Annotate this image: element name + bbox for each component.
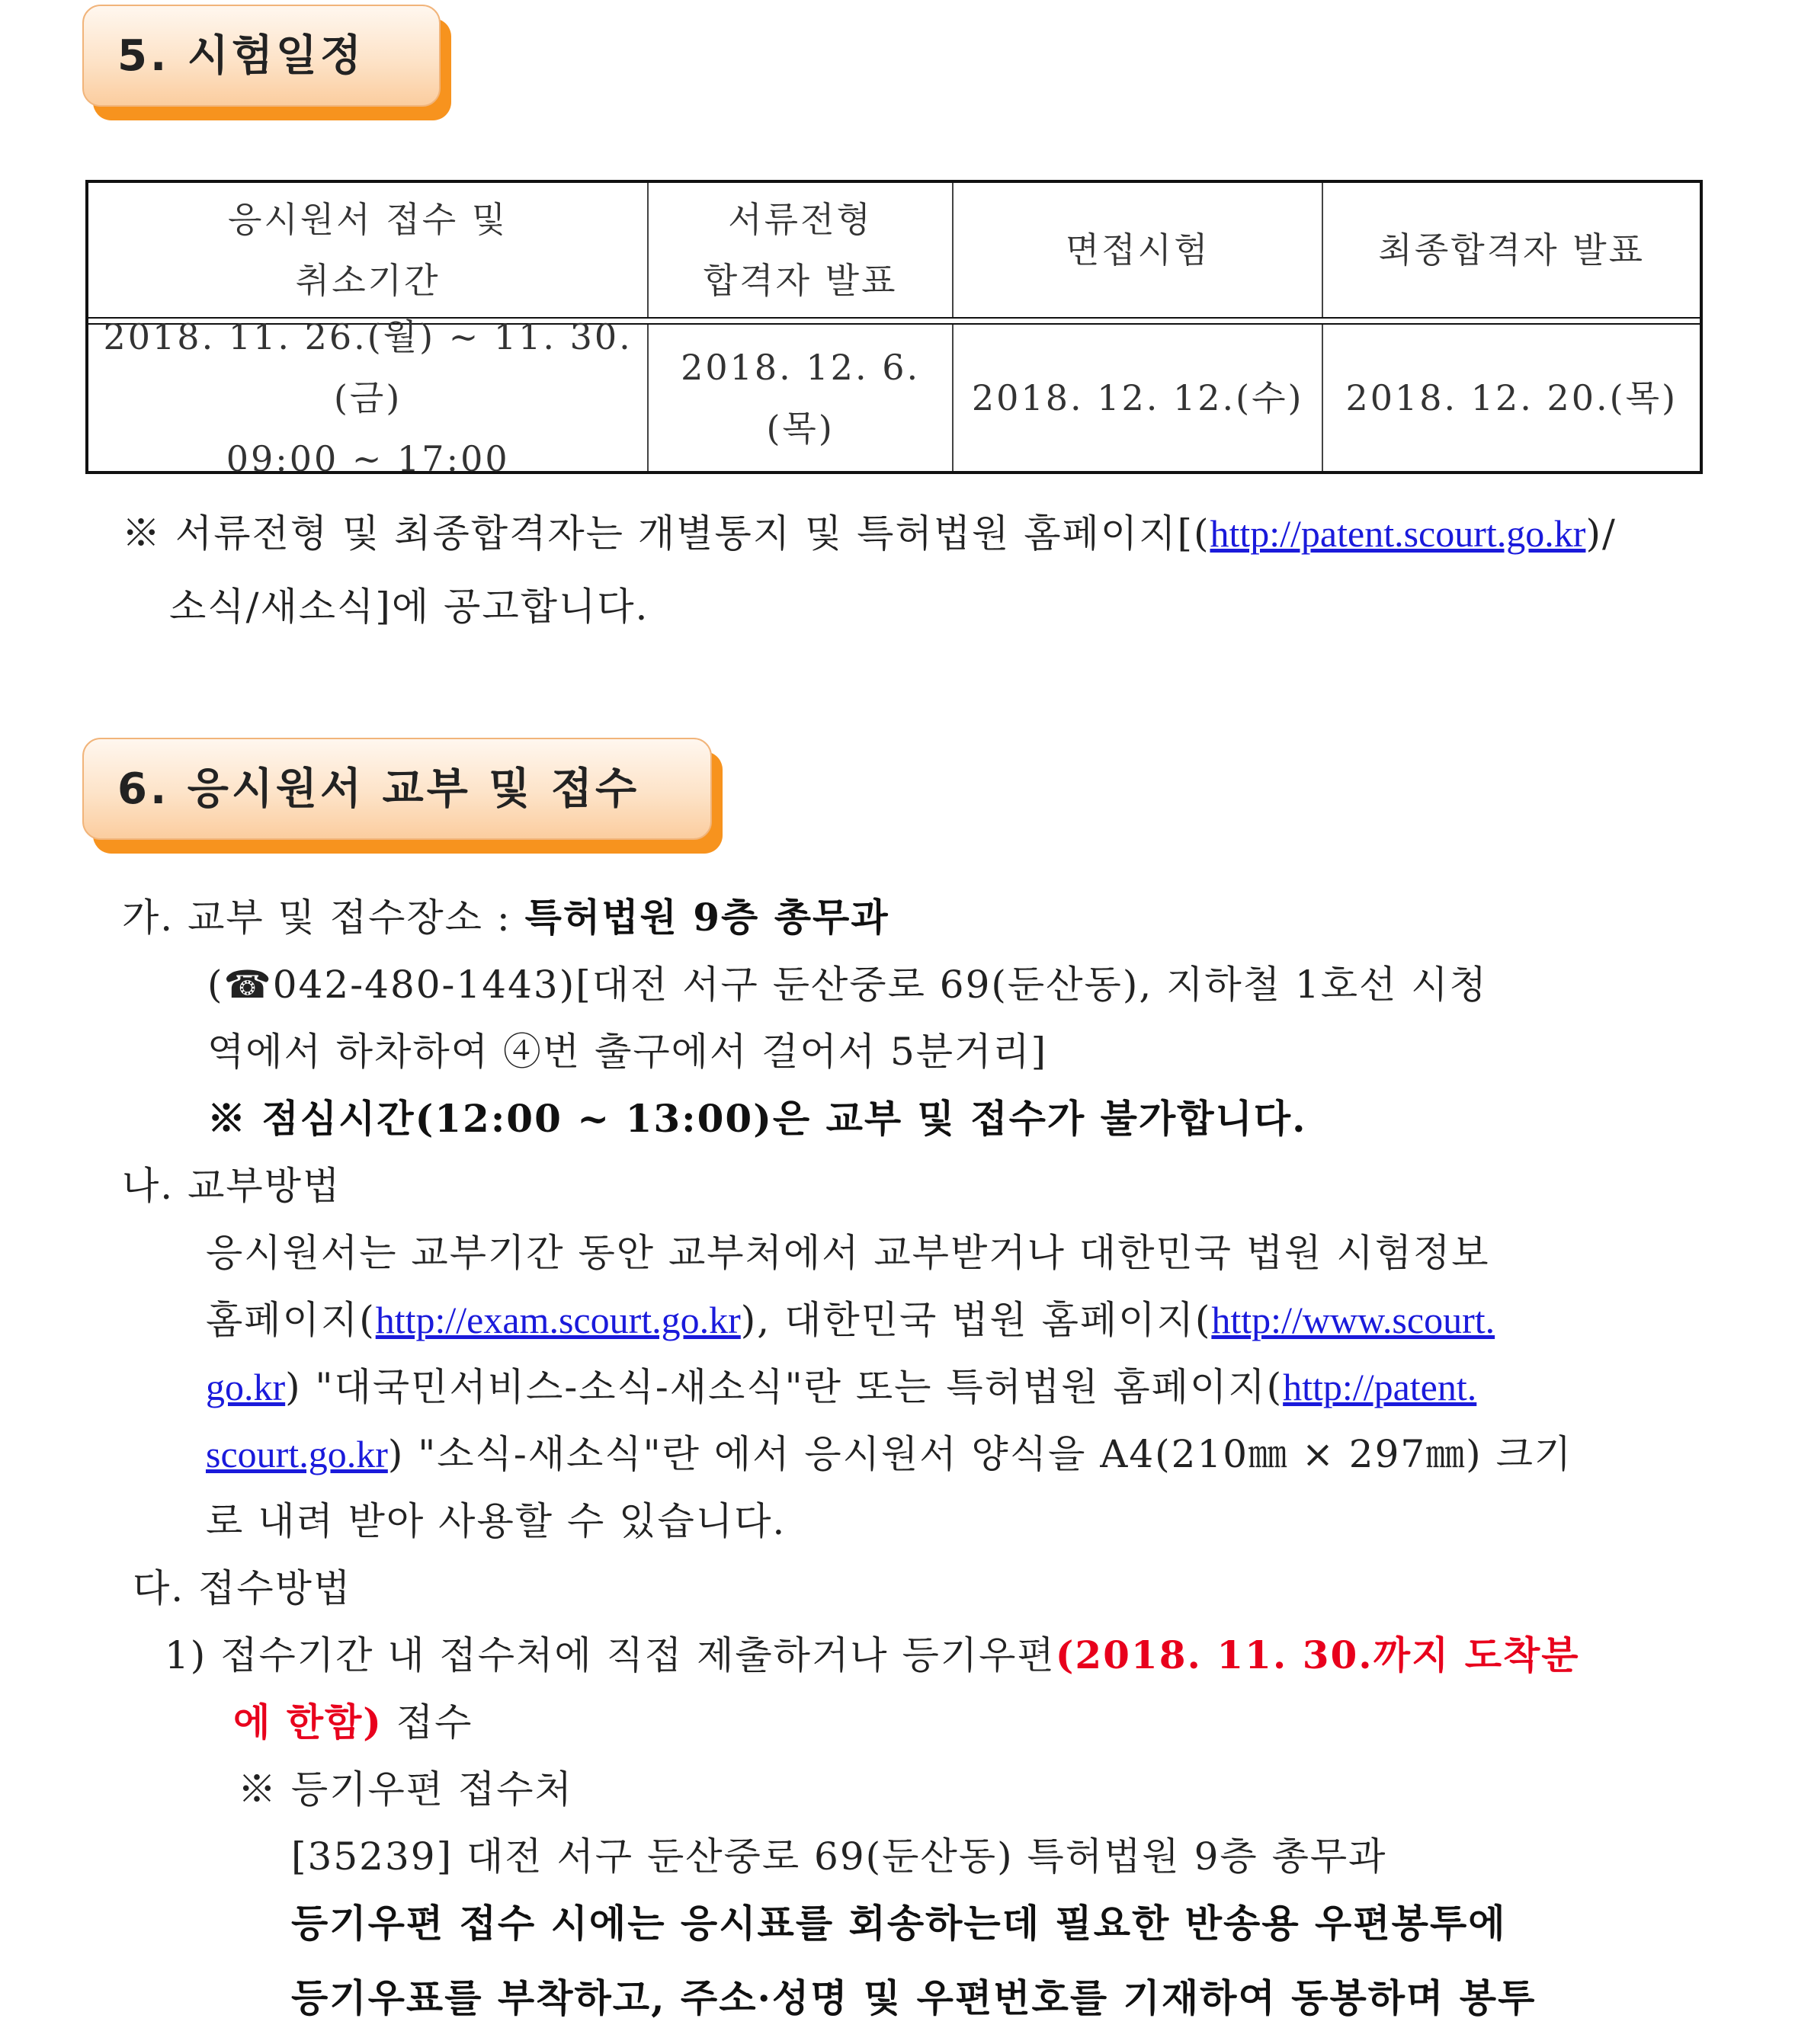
ga-place: 특허법원 9층 총무과	[524, 895, 889, 940]
da-item1-line2	[233, 1700, 473, 1745]
phone-icon: ☎	[223, 963, 273, 1007]
section-6-title: 6. 응시원서 교부 및 접수	[82, 738, 712, 840]
schedule-header-row	[88, 183, 1700, 317]
na-text: ) "소식-새소식"란 에서 응시원서 양식을 A4(210㎜ × 297㎜) 크기	[387, 1432, 1573, 1476]
da-text: 1) 접수기간 내 접수처에 직접 제출하거나 등기우편	[165, 1633, 1056, 1677]
patent-site-link[interactable]: http://patent.	[1283, 1366, 1477, 1408]
ga-addr-text: 042-480-1443)[대전 서구 둔산중로 69(둔산동), 지하철 1호선 시청	[272, 963, 1488, 1007]
na-text: ) "대국민서비스-소식-새소식"란 또는 특허법원 홈페이지(	[285, 1365, 1284, 1409]
value-final-announcement	[1323, 325, 1700, 471]
exam-site-link[interactable]: http://exam.scourt.go.kr	[375, 1299, 741, 1341]
cell-text: 2018. 12. 6.(목)	[681, 347, 921, 449]
na-line1: 응시원서는 교부기간 동안 교부처에서 교부받거나 대한민국 법원 시험정보	[206, 1231, 1490, 1275]
scourt-site-link-cont[interactable]: go.kr	[206, 1366, 286, 1408]
na-heading: 나. 교부방법	[122, 1164, 341, 1208]
schedule-note-line2: 소식/새소식]에 공고합니다.	[169, 585, 649, 629]
header-text: 합격자 발표	[703, 260, 898, 301]
na-text: ), 대한민국 법원 홈페이지(	[740, 1298, 1212, 1342]
registered-mail-note: ※ 등기우편 접수처	[238, 1767, 573, 1812]
note-text: )/	[1585, 511, 1617, 556]
header-text: 면접시험	[1065, 229, 1210, 271]
header-interview	[954, 183, 1324, 317]
deadline-highlight: (2018. 11. 30.까지 도착분	[1055, 1632, 1580, 1677]
ga-address-line2: 역에서 하차하여 ④번 출구에서 걸어서 5분거리]	[207, 1030, 1048, 1074]
na-line2	[206, 1297, 1495, 1343]
da-item1-line1	[165, 1632, 1580, 1678]
section-5-title: 5. 시험일정	[82, 5, 441, 107]
header-text: 서류전형	[728, 199, 873, 240]
registered-mail-instruction-1: 등기우편 접수 시에는 응시표를 회송하는데 필요한 반송용 우편봉투에	[291, 1901, 1507, 1946]
registered-mail-instruction-2: 등기우표를 부착하고, 주소·성명 및 우편번호를 기재하여 동봉하며 봉투	[291, 1975, 1537, 2020]
na-line4	[206, 1431, 1572, 1477]
cell-text: 2018. 12. 20.(목)	[1345, 377, 1678, 418]
lunch-notice: ※ 점심시간(12:00 ~ 13:00)은 교부 및 접수가 불가합니다.	[207, 1096, 1307, 1141]
deadline-highlight: 에 한함)	[233, 1700, 383, 1744]
header-text: 최종합격자 발표	[1378, 229, 1646, 271]
cell-text: 2018. 11. 26.(월) ~ 11. 30.(금)	[103, 316, 633, 418]
ga-heading	[122, 895, 889, 940]
schedule-table	[85, 180, 1703, 479]
schedule-note-line1	[122, 511, 1617, 556]
patent-court-link[interactable]: http://patent.scourt.go.kr	[1210, 512, 1586, 555]
note-text: ※ 서류전형 및 최종합격자는 개별통지 및 특허법원 홈페이지[(	[122, 511, 1210, 556]
header-text: 응시원서 접수 및	[228, 199, 508, 240]
na-line3	[206, 1364, 1476, 1410]
open-paren: (	[207, 963, 224, 1007]
header-final-announcement	[1323, 183, 1700, 317]
header-application-period	[88, 183, 649, 317]
scourt-site-link[interactable]: http://www.scourt.	[1211, 1299, 1495, 1341]
cell-text: 09:00 ~ 17:00	[226, 438, 510, 479]
value-document-screening	[649, 325, 954, 471]
registered-mail-address: [35239] 대전 서구 둔산중로 69(둔산동) 특허법원 9층 총무과	[291, 1834, 1387, 1879]
value-application-period	[88, 316, 649, 479]
na-text: 홈페이지(	[206, 1298, 376, 1342]
schedule-value-row	[88, 316, 1700, 479]
patent-site-link-cont[interactable]: scourt.go.kr	[206, 1433, 388, 1475]
ga-label: 가. 교부 및 접수장소 :	[122, 895, 525, 940]
header-document-screening	[649, 183, 954, 317]
ga-address-line1	[207, 962, 1683, 1008]
da-text: 접수	[382, 1700, 473, 1744]
value-interview	[954, 325, 1324, 471]
cell-text: 2018. 12. 12.(수)	[971, 377, 1304, 418]
section-6-heading	[82, 738, 712, 840]
section-5-heading	[82, 5, 441, 107]
na-line5: 로 내려 받아 사용할 수 있습니다.	[206, 1499, 787, 1543]
da-heading: 다. 접수방법	[133, 1566, 352, 1610]
header-text: 취소기간	[295, 260, 441, 301]
